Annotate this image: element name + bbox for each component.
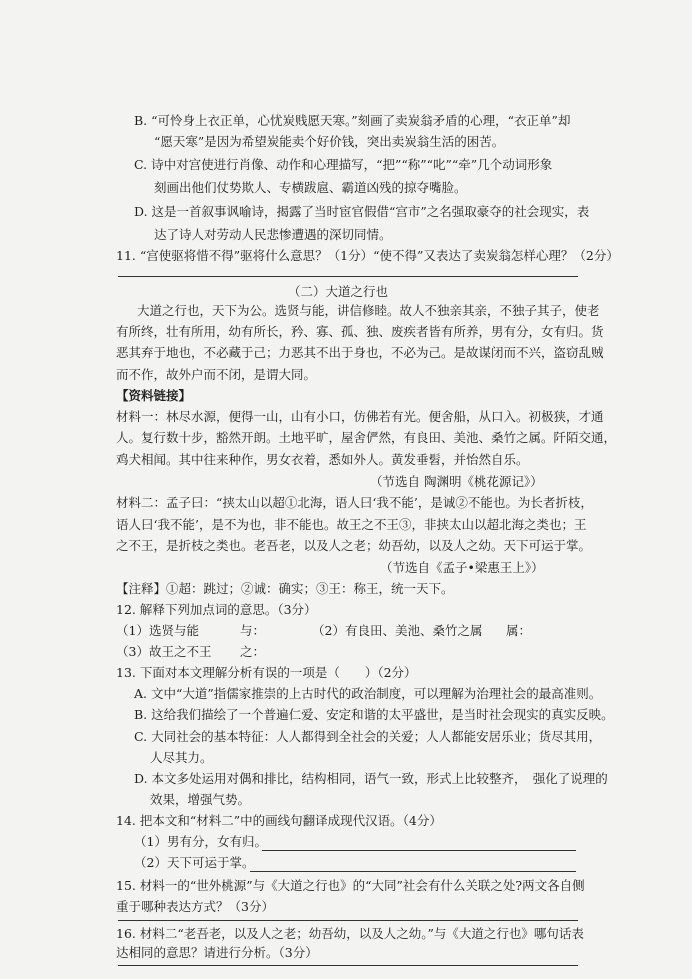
passage-line-1: 大道之行也，天下为公。选贤与能，讲信修睦。故人不独亲其亲，不独子其子，使老 — [137, 303, 600, 318]
q13-option-c-line1[interactable]: C. 大同社会的基本特征：人人都得到全社会的关爱；人人都能安居乐业；货尽其用， — [134, 729, 602, 744]
material1-line-1: 材料一：林尽水源，便得一山，山有小口，仿佛若有光。便舍船，从口入。初极狭，才通 — [116, 409, 604, 424]
answer-line-q14-2[interactable] — [250, 871, 576, 872]
q12-item-1-word: 与： — [240, 623, 266, 638]
annotation-note: 【注释】①超：跳过；②诚：确实；③王：称王，统一天下。 — [116, 581, 454, 596]
q14-item-1: （1）男有分，女有归。 — [134, 834, 267, 849]
question-15-line1: 15. 材料一的“世外桃源”与《大道之行也》的“大同”社会有什么关联之处?两文各自侧 — [116, 878, 585, 893]
q12-item-2-word: 属： — [506, 623, 532, 638]
question-11: 11. “宫使驱将惜不得”驱将什么意思？（1分）“使不得”又表达了卖炭翁怎样心理？（2分） — [116, 248, 619, 263]
q14-item-2: （2）天下可运于掌。 — [134, 855, 255, 870]
q12-item-2: （2）有良田、美池、桑竹之属 — [312, 623, 483, 638]
answer-line-q11[interactable] — [118, 276, 578, 277]
q12-item-3-word: 之： — [240, 644, 266, 659]
link-heading: 【资料链接】 — [116, 388, 192, 403]
q10-option-c-line1: C. 诗中对宫使进行肖像、动作和心理描写，“把”“称”“叱”“牵”几个动词形象 — [134, 157, 553, 172]
q13-option-d-line2: 效果，增强气势。 — [150, 792, 251, 807]
q10-option-d-line1: D. 这是一首叙事讽喻诗，揭露了当时宦官假借“宫市”之名强取豪夺的社会现实，表 — [134, 204, 590, 219]
q12-item-3: （3）故王之不王 — [116, 644, 212, 659]
material1-line-3: 鸡犬相闻。其中往来种作，男女衣着，悉如外人。黄发垂髫，并怡然自乐。 — [116, 452, 529, 467]
answer-line-q14-1[interactable] — [262, 850, 576, 851]
passage-line-3: 恶其弃于地也，不必藏于己；力恶其不出于身也，不必为己。是故谋闭而不兴，盗窃乱贼 — [116, 345, 604, 360]
material2-source: （节选自《孟子•梁惠王上》） — [380, 560, 544, 575]
material2-line-1: 材料二：孟子曰：“挟太山以超①北海，语人曰‘我不能’，是诚②不能也。为长者折枝， — [116, 495, 593, 510]
q13-option-b[interactable]: B. 这给我们描绘了一个普遍仁爱、安定和谐的太平盛世，是当时社会现实的真实反映。 — [134, 707, 614, 722]
question-16-line1: 16. 材料二“老吾老，以及人之老；幼吾幼，以及人之幼。”与《大道之行也》哪句话表 — [116, 926, 584, 941]
question-12: 12. 解释下列加点词的意思。（3分） — [116, 602, 317, 617]
q13-option-a[interactable]: A. 文中“大道”指儒家推崇的上古时代的政治制度，可以理解为治理社会的最高准则。 — [134, 686, 602, 701]
q10-option-d-line2: 达了诗人对劳动人民悲惨遭遇的深切同情。 — [154, 227, 392, 242]
answer-line-q15[interactable] — [118, 920, 578, 921]
material1-line-2: 人。复行数十步，豁然开朗。土地平旷，屋舍俨然，有良田、美池、桑竹之属。阡陌交通， — [116, 430, 617, 445]
material1-source: （节选自 陶渊明《桃花源记》） — [370, 474, 543, 489]
passage-line-2: 有所终，壮有所用，幼有所长，矜、寡、孤、独、废疾者皆有所养，男有分，女有归。货 — [116, 324, 604, 339]
q12-item-1: （1）选贤与能 — [116, 623, 199, 638]
question-16-line2: 达相同的意思？请进行分析。（3分） — [116, 945, 318, 960]
question-13: 13. 下面对本文理解分析有误的一项是（ ）（2分） — [116, 665, 417, 680]
question-14: 14. 把本文和“材料二”中的画线句翻译成现代汉语。（4分） — [116, 813, 442, 828]
question-15-line2: 重于哪种表达方式？（3分） — [116, 899, 274, 914]
q10-option-b-line2: “愿天寒”是因为希望炭能卖个好价钱，突出卖炭翁生活的困苦。 — [154, 134, 505, 149]
q13-option-c-line2: 人尽其力。 — [150, 750, 213, 765]
section-title: （二）大道之行也 — [288, 284, 389, 299]
answer-line-q16[interactable] — [118, 965, 578, 966]
material2-line-3: 之不王，是折枝之类也。老吾老，以及人之老；幼吾幼，以及人之幼。天下可运于掌。 — [116, 538, 592, 553]
q10-option-b-line1: B. “可怜身上衣正单，心忧炭贱愿天寒。”刻画了卖炭翁矛盾的心理，“衣正单”却 — [134, 113, 571, 128]
passage-line-4: 而不作，故外户而不闭，是谓大同。 — [116, 367, 317, 382]
material2-line-2: 语人曰‘我不能’，是不为也，非不能也。故王之不王③，非挟太山以超北海之类也；王 — [116, 517, 587, 532]
q13-option-d-line1[interactable]: D. 本文多处运用对偶和排比，结构相同，语气一致，形式上比较整齐， 强化了说理的 — [134, 771, 608, 786]
q10-option-c-line2: 刻画出他们仗势欺人、专横跋扈、霸道凶残的掠夺嘴脸。 — [154, 180, 467, 195]
